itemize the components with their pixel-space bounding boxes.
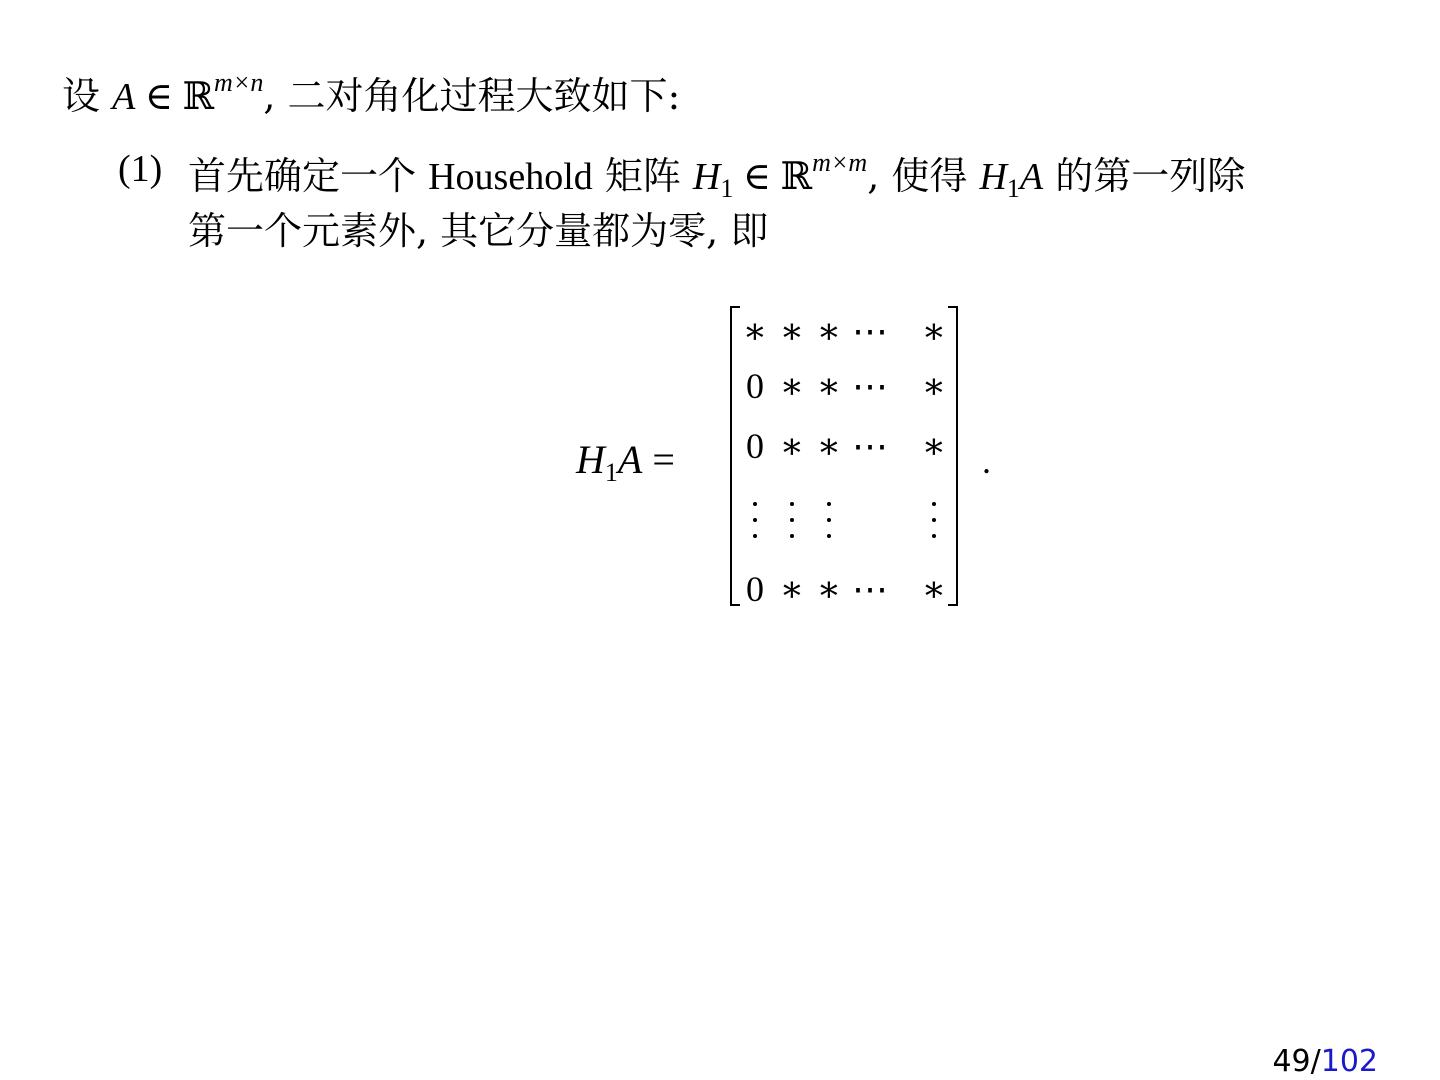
matrix-cell: ⋯ — [852, 366, 888, 406]
h-symbol: H — [979, 156, 1007, 198]
matrix-cell: ∗ — [921, 311, 947, 351]
matrix-cell: 0 — [746, 569, 764, 609]
item-text-d: 的第一列除 — [1043, 154, 1246, 198]
matrix-cell: ∗ — [779, 366, 805, 406]
matrix-vdots — [752, 499, 758, 541]
equation-period: . — [982, 441, 991, 481]
equals-sign: = — [642, 437, 675, 482]
matrix-cell: ∗ — [921, 569, 947, 609]
element-of-symbol: ∈ — [135, 76, 183, 118]
matrix — [726, 306, 962, 608]
matrix-cell: ∗ — [921, 366, 947, 406]
dimension-superscript: m×m — [812, 148, 868, 177]
dimension-superscript: m×n — [214, 68, 264, 97]
matrix-cell: ∗ — [921, 426, 947, 466]
matrix-a-symbol: A — [1019, 156, 1044, 198]
real-numbers-symbol: ℝ — [182, 76, 215, 118]
matrix-cell: ∗ — [816, 366, 842, 406]
intro-suffix: , 二对角化过程大致如下: — [263, 74, 681, 118]
item-text-line-1 — [188, 150, 1245, 202]
intro-prefix: 设 — [62, 74, 113, 118]
matrix-cell: ∗ — [816, 426, 842, 466]
page-total-link[interactable]: 102 — [1320, 1044, 1378, 1079]
matrix-cell: 0 — [746, 426, 764, 466]
matrix-cell: 0 — [746, 366, 764, 406]
item-text-c: , 使得 — [867, 154, 980, 198]
page-number — [1272, 1044, 1378, 1079]
element-of-symbol: ∈ — [733, 156, 781, 198]
matrix-cell: ∗ — [779, 426, 805, 466]
matrix-cell: ∗ — [816, 311, 842, 351]
real-numbers-symbol: ℝ — [780, 156, 813, 198]
matrix-a-symbol: A — [112, 76, 136, 118]
h-subscript: 1 — [604, 458, 618, 487]
matrix-vdots — [826, 499, 832, 541]
left-bracket — [730, 306, 740, 606]
household-word: Household — [428, 156, 593, 198]
h-subscript: 1 — [720, 174, 734, 203]
h-symbol: H — [692, 156, 721, 198]
matrix-cell: ⋯ — [852, 426, 888, 466]
matrix-cell: ⋯ — [852, 311, 888, 351]
intro-sentence — [62, 70, 680, 116]
h-symbol: H — [576, 437, 605, 482]
item-text-a: 首先确定一个 — [188, 154, 429, 198]
matrix-cell: ∗ — [816, 569, 842, 609]
matrix-cell: ∗ — [779, 569, 805, 609]
matrix-cell: ∗ — [742, 311, 768, 351]
matrix-cell: ⋯ — [852, 569, 888, 609]
matrix-cell: ∗ — [779, 311, 805, 351]
equation-lhs — [576, 436, 675, 488]
matrix-vdots — [931, 499, 937, 541]
item-label: (1) — [118, 148, 163, 190]
item-text-line-2: 第一个元素外, 其它分量都为零, 即 — [188, 209, 769, 253]
right-bracket — [948, 306, 958, 606]
page-current: 49/ — [1272, 1044, 1321, 1079]
h-subscript: 1 — [1006, 174, 1020, 203]
matrix-a-symbol: A — [617, 437, 643, 482]
item-text-b: 矩阵 — [592, 154, 693, 198]
matrix-vdots — [789, 499, 795, 541]
